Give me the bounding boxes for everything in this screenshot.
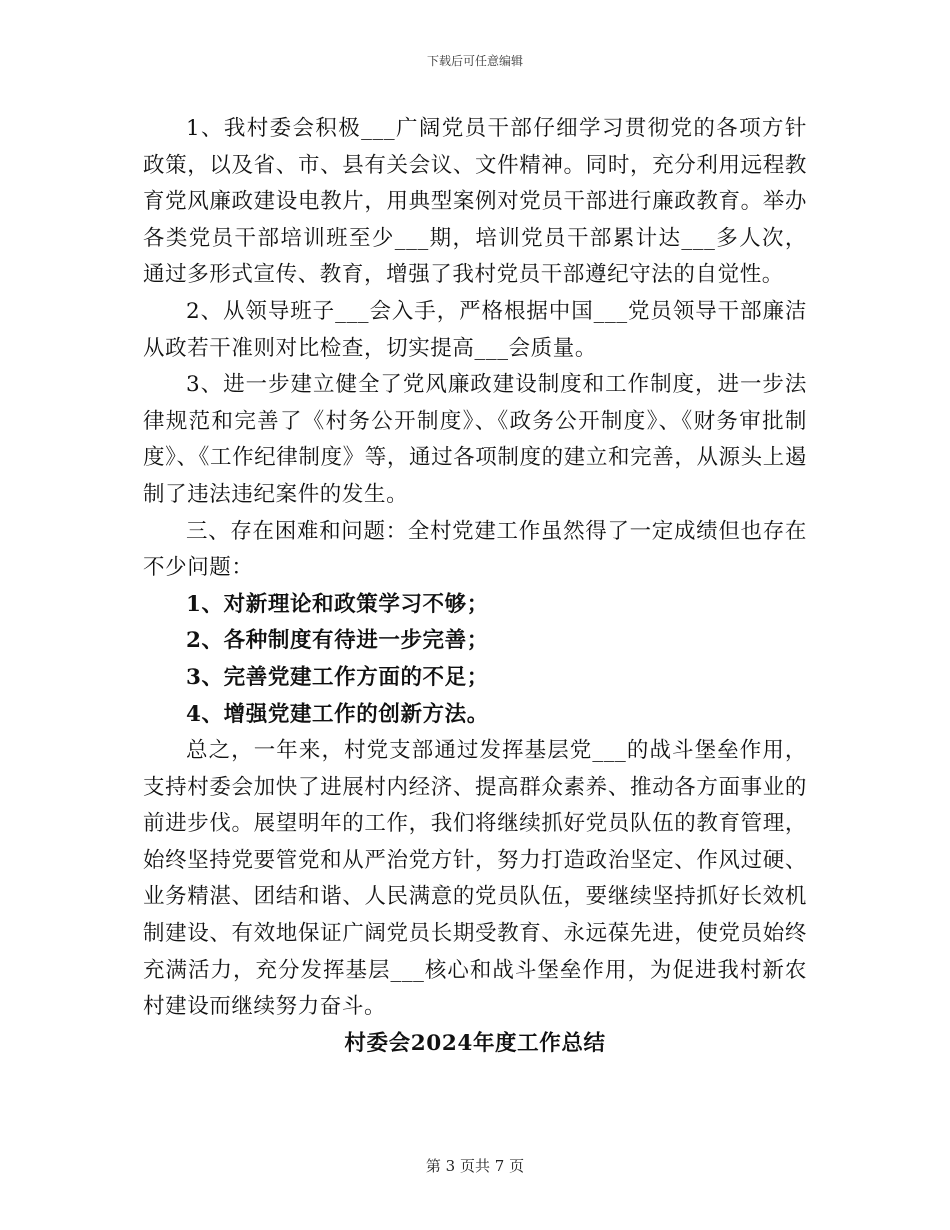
conclusion-paragraph: 总之，一年来，村党支部通过发挥基层党___的战斗堡垒作用，支持村委会加快了进展村内经济、提高群众素养、推动各方面事业的前进步伐。展望明年的工作，我们将继续抓好党员队伍的教育管理，始终坚持党要管党和从严治党方针，努力打造政治坚定、作风过硬、业务精湛、团结和谐、人民满意的党员队伍，要继续坚持抓好长效机制建设、有效地保证广阔党员长期受教育、永远葆先进，使党员始终充满活力，充分发挥基层___核心和战斗堡垒作用，为促进我村新农村建设而继续努力奋斗。: [143, 738, 807, 1020]
paragraph-2: 2、从领导班子___会入手，严格根据中国___党员领导干部廉洁从政若干准则对比检查，切实提高___会质量。: [143, 298, 807, 361]
paragraph-3: 3、进一步建立健全了党风廉政建设制度和工作制度，进一步法律规范和完善了《村务公开制度》、《政务公开制度》、《财务审批制度》、《工作纪律制度》等，通过各项制度的建立和完善，从源头上遏制了违法违纪案件的发生。: [143, 372, 807, 507]
page-footer: 第 3 页共 7 页: [425, 1157, 525, 1175]
next-document-title: 村委会2024年度工作总结: [344, 1030, 606, 1056]
problem-item-2: 2、各种制度有待进一步完善；: [186, 628, 489, 654]
section-problems-intro: 三、存在困难和问题：全村党建工作虽然得了一定成绩但也存在不少问题：: [143, 518, 807, 581]
paragraph-1: 1、我村委会积极___广阔党员干部仔细学习贯彻党的各项方针政策，以及省、市、县有关会议、文件精神。同时，充分利用远程教育党风廉政建设电教片，用典型案例对党员干部进行廉政教育。举办各类党员干部培训班至少___期，培训党员干部累计达___多人次，通过多形式宣传、教育，增强了我村党员干部遵纪守法的自觉性。: [143, 116, 807, 288]
problem-item-3: 3、完善党建工作方面的不足；: [186, 664, 489, 690]
problem-item-4: 4、增强党建工作的创新方法。: [186, 701, 489, 727]
problem-item-1: 1、对新理论和政策学习不够；: [186, 591, 489, 617]
document-body: [143, 111, 807, 1062]
page-header: 下载后可任意编辑: [426, 54, 523, 68]
